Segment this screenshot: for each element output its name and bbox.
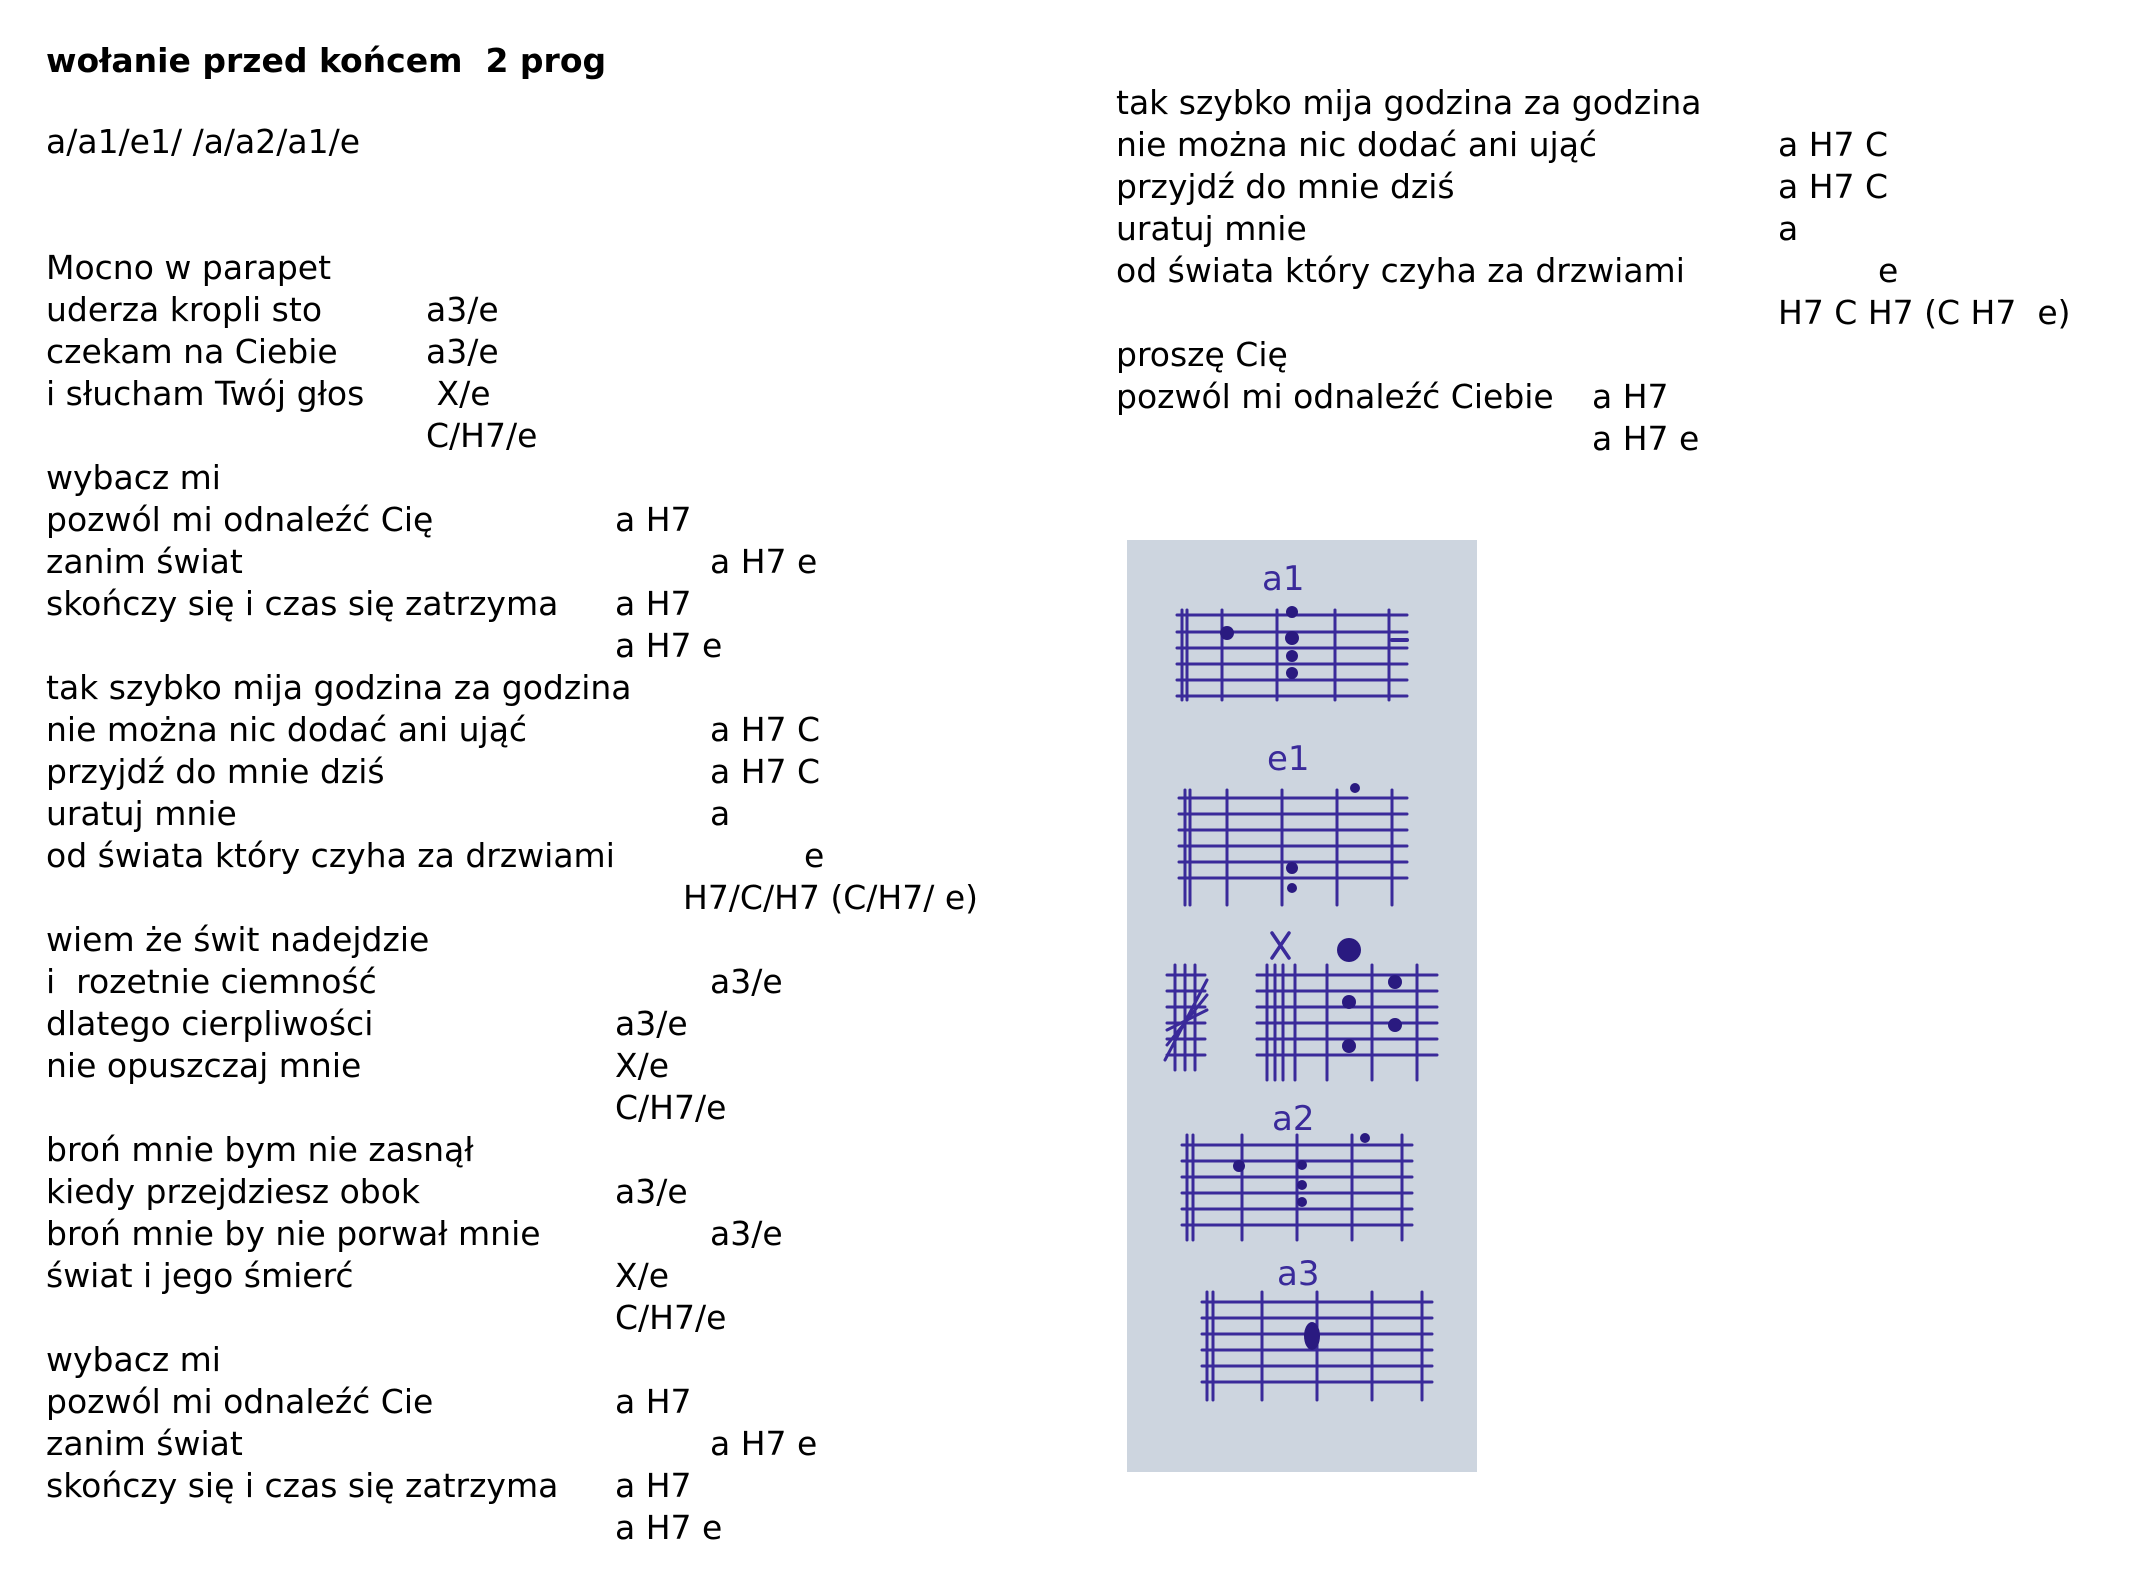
chord-text: C/H7/e <box>426 416 538 455</box>
lyric-text: od świata który czyha za drzwiami <box>1116 251 1685 290</box>
finger-dot <box>1388 975 1402 989</box>
lyric-text: skończy się i czas się zatrzyma <box>46 584 559 623</box>
lyric-text: zanim świat <box>46 1424 243 1463</box>
chord-label: a2 <box>1272 1099 1315 1139</box>
finger-dot <box>1286 606 1298 618</box>
lyric-text: i rozetnie ciemność <box>46 962 377 1001</box>
finger-dot <box>1286 650 1298 662</box>
lyric-text: świat i jego śmierć <box>46 1256 354 1295</box>
chord-text: a H7 C <box>1778 125 1889 164</box>
lyric-text: nie można nic dodać ani ująć <box>46 710 528 749</box>
chord-text: a H7 e <box>710 1424 818 1463</box>
finger-dot <box>1287 883 1297 893</box>
finger-dot <box>1220 626 1234 640</box>
lyric-text: Mocno w parapet <box>46 248 332 287</box>
chord-text: a H7 <box>1592 377 1669 416</box>
lyric-text: pozwól mi odnaleźć Ciebie <box>1116 377 1554 416</box>
song-title: wołanie przed końcem 2 prog <box>46 41 607 80</box>
chord-text: a <box>1778 209 1799 248</box>
lyric-text: uderza kropli sto <box>46 290 323 329</box>
chord-text: a3/e <box>426 332 499 371</box>
chord-diagrams-photo <box>1127 540 1477 1472</box>
chord-text: a3/e <box>615 1172 688 1211</box>
chord-diagrams-drawing <box>1127 540 1477 1472</box>
finger-dot <box>1342 1039 1356 1053</box>
lyric-text: pozwól mi odnaleźć Cię <box>46 500 434 539</box>
chord-text: a H7 e <box>1592 419 1700 458</box>
lyric-text: wiem że świt nadejdzie <box>46 920 430 959</box>
chord-text: C/H7/e <box>615 1088 727 1127</box>
chord-text: e <box>804 836 825 875</box>
lyric-text: broń mnie by nie porwał mnie <box>46 1214 541 1253</box>
lyric-text: uratuj mnie <box>46 794 237 833</box>
lyric-text: zanim świat <box>46 542 243 581</box>
lyric-text: wybacz mi <box>46 458 221 497</box>
chord-text: a H7 e <box>615 1508 723 1547</box>
chord-text: H7/C/H7 (C/H7/ e) <box>683 878 979 917</box>
finger-dot <box>1350 783 1360 793</box>
chord-text: C/H7/e <box>615 1298 727 1337</box>
chord-text: a3/e <box>710 962 783 1001</box>
lyric-text: nie opuszczaj mnie <box>46 1046 362 1085</box>
lyric-text: przyjdź do mnie dziś <box>46 752 385 791</box>
finger-dot <box>1286 667 1298 679</box>
lyric-text: kiedy przejdziesz obok <box>46 1172 421 1211</box>
lyric-text: pozwól mi odnaleźć Cie <box>46 1382 434 1421</box>
chord-text: a H7 e <box>615 626 723 665</box>
chord-text: a H7 C <box>710 710 821 749</box>
chord-text: a3/e <box>710 1214 783 1253</box>
chord-diagram-a2 <box>1182 1135 1412 1240</box>
lyric-text: od świata który czyha za drzwiami <box>46 836 615 875</box>
finger-dot <box>1388 1018 1402 1032</box>
chord-text: X/e <box>426 374 491 413</box>
chord-text: a H7 <box>615 1466 692 1505</box>
finger-dot <box>1297 1197 1307 1207</box>
chord-label: a3 <box>1277 1254 1320 1294</box>
chord-text: a H7 C <box>710 752 821 791</box>
chord-text: a H7 <box>615 500 692 539</box>
finger-dot <box>1342 995 1356 1009</box>
lyric-text: dlatego cierpliwości <box>46 1004 374 1043</box>
chord-label: e1 <box>1267 739 1310 779</box>
finger-dot <box>1360 1133 1370 1143</box>
finger-dot <box>1337 938 1361 962</box>
lyric-text: uratuj mnie <box>1116 209 1307 248</box>
finger-dot <box>1286 862 1298 874</box>
chord-label: a1 <box>1262 559 1305 599</box>
finger-dot <box>1304 1322 1320 1350</box>
chord-text: H7 C H7 (C H7 e) <box>1778 293 2071 332</box>
intro-chords: a/a1/e1/ /a/a2/a1/e <box>46 122 361 161</box>
lyric-text: proszę Cię <box>1116 335 1288 374</box>
chord-text: a H7 e <box>710 542 818 581</box>
chord-text: X/e <box>615 1256 670 1295</box>
finger-dot <box>1233 1160 1245 1172</box>
chord-text: a3/e <box>426 290 499 329</box>
finger-dot <box>1297 1180 1307 1190</box>
lyric-text: tak szybko mija godzina za godzina <box>46 668 632 707</box>
chord-text: a <box>710 794 731 833</box>
lyric-text: skończy się i czas się zatrzyma <box>46 1466 559 1505</box>
chord-text: a3/e <box>615 1004 688 1043</box>
lyric-text: tak szybko mija godzina za godzina <box>1116 83 1702 122</box>
lyric-text: czekam na Ciebie <box>46 332 338 371</box>
finger-dot <box>1297 1160 1307 1170</box>
chord-text: a H7 <box>615 1382 692 1421</box>
finger-dot <box>1285 631 1299 645</box>
lyric-text: nie można nic dodać ani ująć <box>1116 125 1598 164</box>
lyric-text: wybacz mi <box>46 1340 221 1379</box>
chord-text: X/e <box>615 1046 670 1085</box>
lyric-text: broń mnie bym nie zasnął <box>46 1130 474 1169</box>
chord-diagram-x <box>1165 933 1437 1080</box>
lyric-text: przyjdź do mnie dziś <box>1116 167 1455 206</box>
chord-text: a H7 C <box>1778 167 1889 206</box>
chord-text: e <box>1878 251 1899 290</box>
chord-text: a H7 <box>615 584 692 623</box>
lyric-text: i słucham Twój głos <box>46 374 365 413</box>
